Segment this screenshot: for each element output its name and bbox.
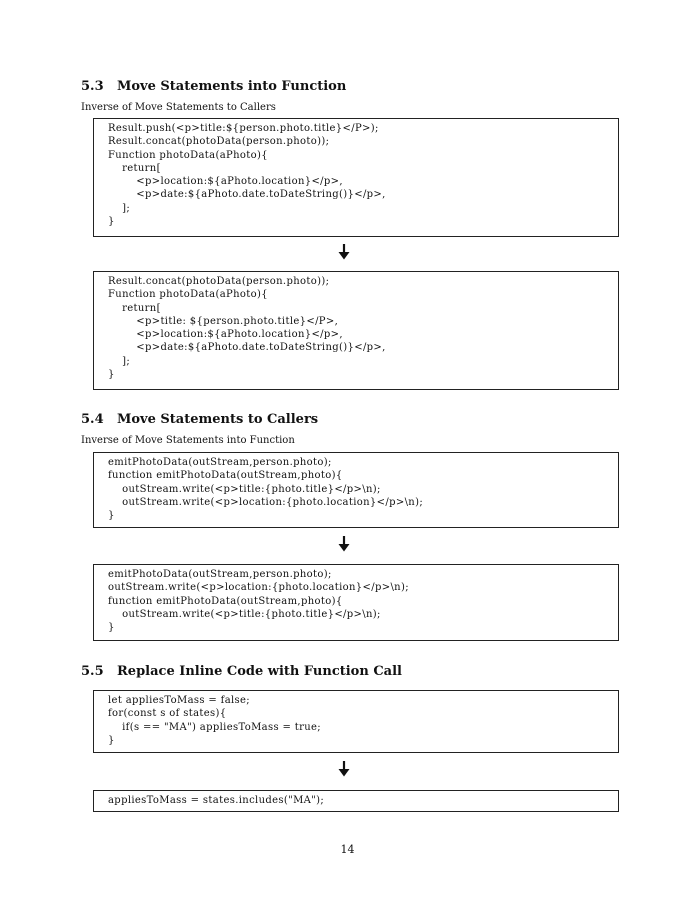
down-arrow-icon (337, 244, 351, 260)
code-text: Result.concat(photoData(person.photo)); Function photoData(aPhoto){ return[ <p>title: ${person.photo.title}</P>, <p>location:${aPhoto.location}</p>, <p>date:${aPhoto.date.toDateString()}</p>, ]; } (108, 276, 386, 381)
down-arrow-icon (337, 536, 351, 552)
code-text: let appliesToMass = false; for(const s of states){ if(s == "MA") appliesToMass = true; } (108, 695, 322, 746)
code-text: emitPhotoData(outStream,person.photo); outStream.write(<p>location:{photo.location}</p>\n); function emitPhotoData(outStream,photo){ outStream.write(<p>title:{photo.title}</p>\n); } (108, 569, 409, 634)
section-heading (81, 664, 621, 680)
section-number: 5.5 (81, 664, 104, 679)
code-after-5-3 (93, 271, 619, 390)
code-text: appliesToMass = states.includes("MA"); (108, 795, 325, 806)
page-number: 14 (340, 843, 355, 856)
section-5-4 (81, 412, 621, 447)
code-after-5-4 (93, 564, 619, 641)
code-before-5-3 (93, 118, 619, 237)
section-title: Replace Inline Code with Function Call (117, 664, 402, 679)
section-5-5 (81, 664, 621, 680)
code-text: Result.push(<p>title:${person.photo.title}</P>); Result.concat(photoData(person.photo)); Function photoData(aPhoto){ return[ <p>location:${aPhoto.location}</p>, <p>date:${aPhoto.date.toDateString()}</p>, ]; } (108, 123, 386, 228)
section-subtitle: Inverse of Move Statements to Callers (81, 102, 276, 113)
section-number: 5.4 (81, 412, 104, 427)
section-5-3 (81, 79, 621, 114)
code-text: emitPhotoData(outStream,person.photo); function emitPhotoData(outStream,photo){ outStream.write(<p>title:{photo.title}</p>\n); outStream.write(<p>location:{photo.location}</p>\n); } (108, 457, 424, 522)
down-arrow-icon (337, 761, 351, 777)
code-after-5-5 (93, 790, 619, 812)
section-subtitle: Inverse of Move Statements into Function (81, 435, 295, 446)
section-title: Move Statements to Callers (117, 412, 319, 427)
section-heading (81, 79, 621, 95)
section-heading (81, 412, 621, 428)
code-before-5-5 (93, 690, 619, 753)
code-before-5-4 (93, 452, 619, 528)
section-title: Move Statements into Function (117, 79, 347, 94)
section-number: 5.3 (81, 79, 104, 94)
